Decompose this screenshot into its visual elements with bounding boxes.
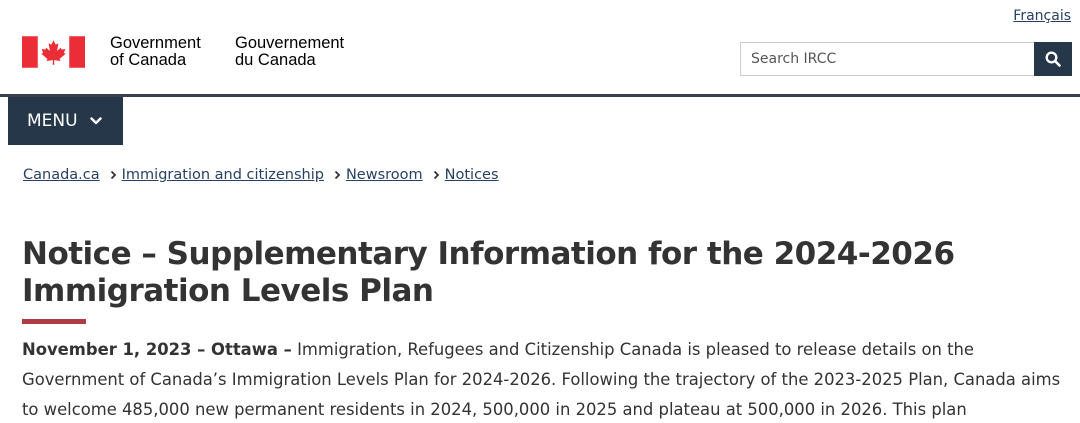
chevron-right-icon <box>433 170 440 180</box>
menu-label: MENU <box>27 111 78 131</box>
search-icon <box>1045 51 1061 67</box>
government-signature[interactable] <box>22 35 365 69</box>
title-underline <box>22 319 86 324</box>
signature-french <box>235 35 365 69</box>
signature-en-line-1: Government <box>110 34 201 52</box>
signature-fr-line-1: Gouvernement <box>235 34 345 52</box>
chevron-right-icon <box>334 170 341 180</box>
lead-text: Immigration, Refugees and Citizenship Canada is pleased to release details on the Government of Canada’s Immigration Levels Plan for 2024-2026. Following the trajectory of the 2023-2025 Plan, Canada aims to welcome 485,000 new permanent residents in 2024, 500,000 in 2025 and plateau at 500,000 in 2026. This plan <box>22 340 1061 419</box>
search-button[interactable] <box>1034 42 1072 76</box>
header-divider <box>0 94 1080 97</box>
chevron-down-icon <box>90 117 102 125</box>
search-form <box>740 42 1072 76</box>
breadcrumb <box>23 167 499 183</box>
breadcrumb-link-notices[interactable]: Notices <box>444 167 499 183</box>
signature-fr-line-2: du Canada <box>235 51 316 69</box>
page-title: Notice – Supplementary Information for the 2024-2026 Immigration Levels Plan <box>22 236 955 309</box>
dateline: November 1, 2023 – Ottawa – <box>22 340 292 359</box>
breadcrumb-link-canada[interactable]: Canada.ca <box>23 167 100 183</box>
signature-en-line-2: of Canada <box>110 51 187 69</box>
chevron-right-icon <box>110 170 117 180</box>
language-toggle-link[interactable]: Français <box>1013 8 1071 24</box>
signature-english <box>110 35 235 69</box>
signature-wordmark <box>110 35 365 69</box>
menu-button[interactable] <box>8 97 123 145</box>
search-input[interactable] <box>740 42 1034 76</box>
lead-paragraph <box>22 335 1062 423</box>
breadcrumb-link-newsroom[interactable]: Newsroom <box>345 167 423 183</box>
breadcrumb-link-immigration[interactable]: Immigration and citizenship <box>121 167 324 183</box>
canada-flag-icon <box>22 36 85 68</box>
